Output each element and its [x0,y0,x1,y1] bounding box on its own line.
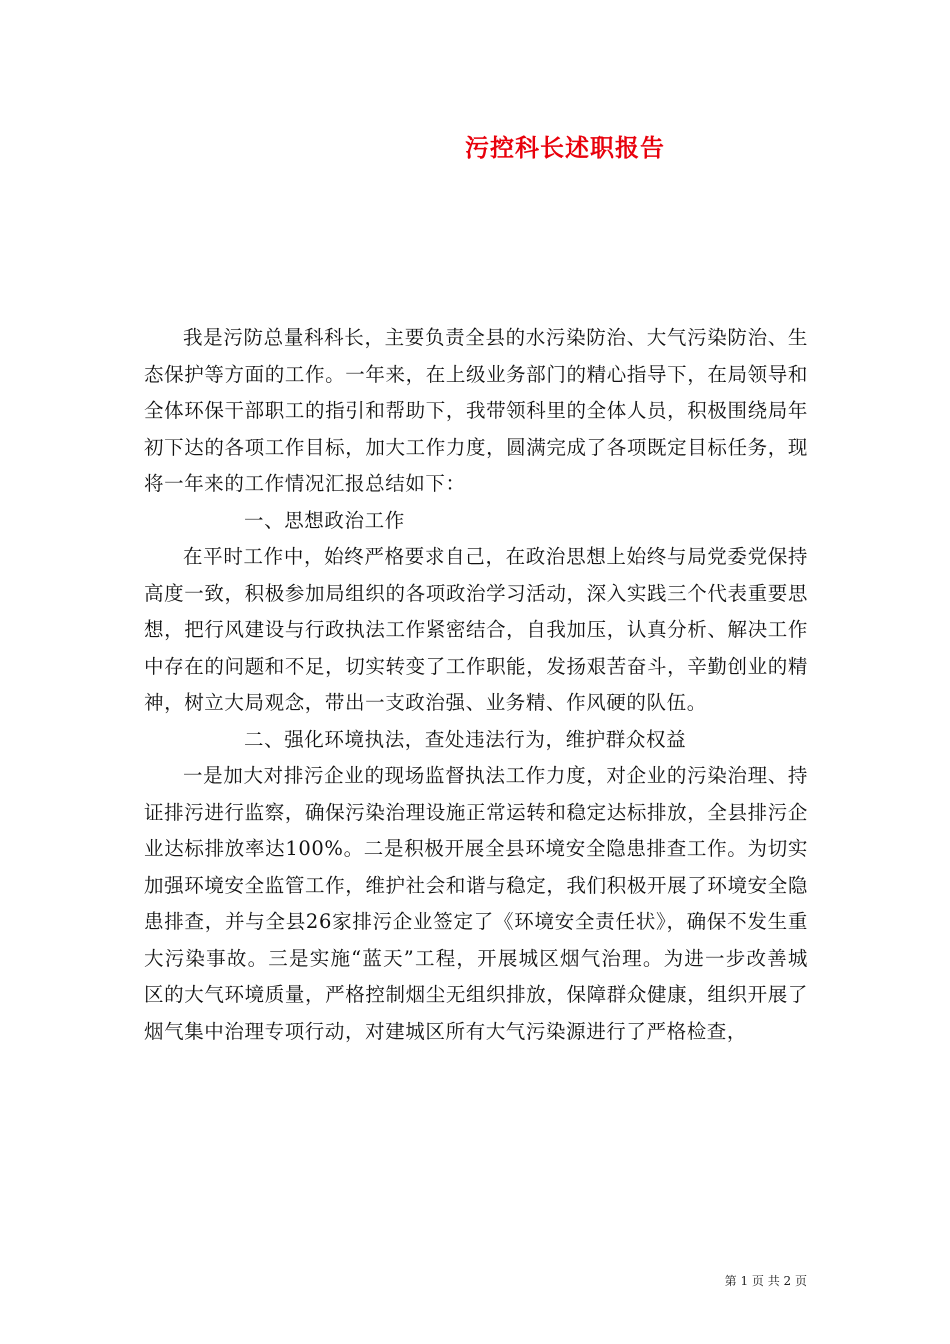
page-number-footer: 第 1 页 共 2 页 [724,1274,807,1288]
paragraph-political-work: 在平时工作中，始终严格要求自己，在政治思想上始终与局党委党保持高度一致，积极参加局组织的各项政治学习活动，深入实践三个代表重要思想，把行风建设与行政执法工作紧密结合，自我加压，认真分析、解决工作中存在的问题和不足，切实转变了工作职能，发扬艰苦奋斗，辛勤创业的精神，树立大局观念，带出一支政治强、业务精、作风硬的队伍。 [144,545,808,714]
document-body [144,320,808,1050]
document-title: 污控科长述职报告 [465,133,665,162]
section-heading-2: 二、强化环境执法，查处违法行为，维护群众权益 [244,727,687,751]
section-heading-1: 一、思想政治工作 [244,508,405,532]
paragraph-enforcement: 一是加大对排污企业的现场监督执法工作力度，对企业的污染治理、持证排污进行监察，确保污染治理设施正常运转和稳定达标排放，全县排污企业达标排放率达100%。二是积极开展全县环境安全隐患排查工作。为切实加强环境安全监管工作，维护社会和谐与稳定，我们积极开展了环境安全隐患排查，并与全县26家排污企业签定了《环境安全责任状》，确保不发生重大污染事故。三是实施“蓝天”工程，开展城区烟气治理。为进一步改善城区的大气环境质量，严格控制烟尘无组织排放，保障群众健康，组织开展了烟气集中治理专项行动，对建城区所有大气污染源进行了严格检查， [144,764,808,1043]
paragraph-intro: 我是污防总量科科长，主要负责全县的水污染防治、大气污染防治、生态保护等方面的工作。一年来，在上级业务部门的精心指导下，在局领导和全体环保干部职工的指引和帮助下，我带领科里的全体人员，积极围绕局年初下达的各项工作目标，加大工作力度，圆满完成了各项既定目标任务，现将一年来的工作情况汇报总结如下： [144,326,808,495]
